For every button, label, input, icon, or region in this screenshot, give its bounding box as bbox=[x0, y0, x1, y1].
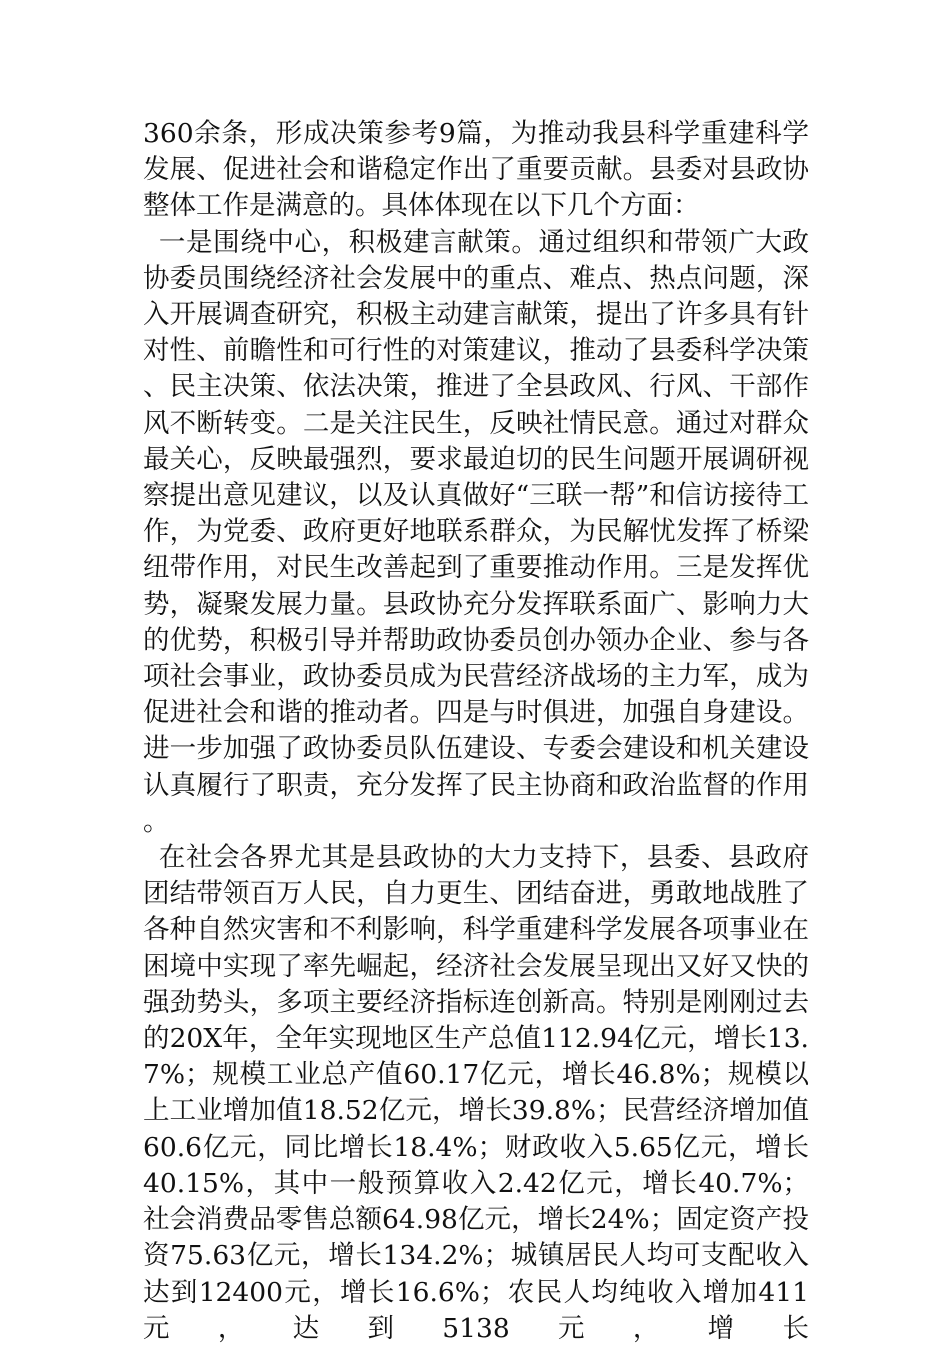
paragraph-3: 在社会各界尤其是县政协的大力支持下，县委、县政府团结带领百万人民，自力更生、团结奋进，勇敢地战胜了各种自然灾害和不利影响，科学重建科学发展各项事业在困境中实现了率先崛起，经济社会发展呈现出又好又快的强劲势头，多项主要经济指标连创新高。特别是刚刚过去的20X年，全年实现地区生产总值112.94亿元，增长13.7%；规模工业总产值60.17亿元，增长46.8%；规模以上工业增加值18.52亿元，增长39.8%；民营经济增加值60.6亿元，同比增长18.4%；财政收入5.65亿元，增长40.15%，其中一般预算收入2.42亿元，增长40.7%；社会消费品零售总额64.98亿元，增长24%；固定资产投资75.63亿元，增长134.2%；城镇居民人均可支配收入达到12400元，增长16.6%；农民人均纯收入增加411元，达到5138元，增长 bbox=[143, 842, 809, 1344]
document-body bbox=[143, 116, 809, 1347]
paragraph-1: 360余条，形成决策参考9篇，为推动我县科学重建科学发展、促进社会和谐稳定作出了重要贡献。县委对县政协整体工作是满意的。具体体现在以下几个方面： bbox=[143, 118, 809, 222]
paragraph-2: 一是围绕中心，积极建言献策。通过组织和带领广大政协委员围绕经济社会发展中的重点、难点、热点问题，深入开展调查研究，积极主动建言献策，提出了许多具有针对性、前瞻性和可行性的对策建议，推动了县委科学决策、民主决策、依法决策，推进了全县政风、行风、干部作风不断转变。二是关注民生，反映社情民意。通过对群众最关心，反映最强烈，要求最迫切的民生问题开展调研视察提出意见建议，以及认真做好“三联一帮”和信访接待工作，为党委、政府更好地联系群众，为民解忧发挥了桥梁纽带作用，对民生改善起到了重要推动作用。三是发挥优势，凝聚发展力量。县政协充分发挥联系面广、影响力大的优势，积极引导并帮助政协委员创办领办企业、参与各项社会事业，政协委员成为民营经济战场的主力军，成为促进社会和谐的推动者。四是与时俱进，加强自身建设。进一步加强了政协委员队伍建设、专委会建设和机关建设认真履行了职责，充分发挥了民主协商和政治监督的作用。 bbox=[143, 226, 809, 837]
